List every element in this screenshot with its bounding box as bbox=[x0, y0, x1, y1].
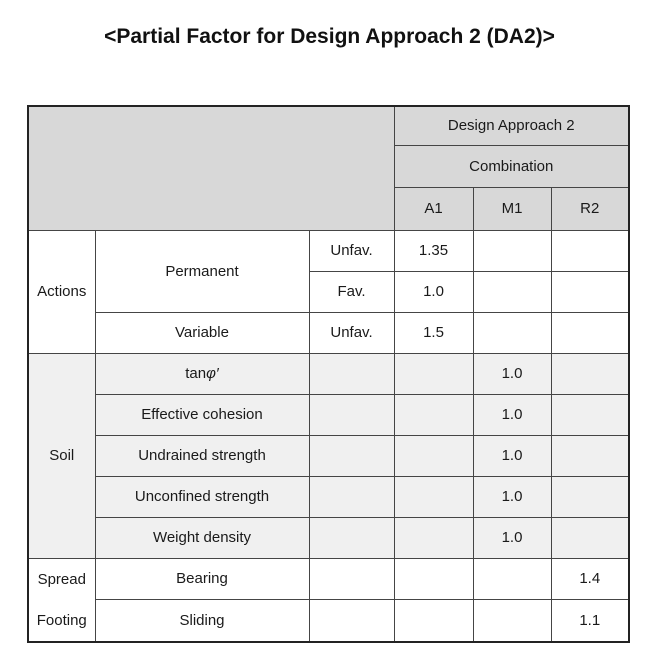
value-cell-m1: 1.0 bbox=[473, 517, 551, 558]
value-cell-a1 bbox=[394, 517, 473, 558]
row-label-permanent: Permanent bbox=[95, 230, 309, 312]
header-corner-cell bbox=[28, 106, 394, 230]
condition-cell bbox=[309, 435, 394, 476]
page-title: <Partial Factor for Design Approach 2 (DA2)> bbox=[104, 25, 555, 48]
value-cell-m1: 1.0 bbox=[473, 394, 551, 435]
value-cell-a1: 1.5 bbox=[394, 312, 473, 353]
table-row-effective-cohesion bbox=[28, 394, 629, 435]
table-row-unconfined-strength bbox=[28, 476, 629, 517]
row-label-sliding: Sliding bbox=[95, 600, 309, 642]
value-cell-a1: 1.35 bbox=[394, 230, 473, 271]
header-design-approach: Design Approach 2 bbox=[394, 106, 629, 145]
table-row-tan-phi bbox=[28, 353, 629, 394]
condition-cell bbox=[309, 476, 394, 517]
condition-cell bbox=[309, 394, 394, 435]
value-cell-m1: 1.0 bbox=[473, 353, 551, 394]
value-cell-m1 bbox=[473, 600, 551, 642]
value-cell-a1 bbox=[394, 394, 473, 435]
value-cell-r2 bbox=[551, 271, 629, 312]
value-cell-r2: 1.1 bbox=[551, 600, 629, 642]
condition-cell bbox=[309, 517, 394, 558]
value-cell-r2 bbox=[551, 476, 629, 517]
table-row-bearing bbox=[28, 558, 629, 600]
value-cell-m1 bbox=[473, 558, 551, 600]
value-cell-m1 bbox=[473, 271, 551, 312]
value-cell-r2: 1.4 bbox=[551, 558, 629, 600]
value-cell-a1: 1.0 bbox=[394, 271, 473, 312]
value-cell-a1 bbox=[394, 476, 473, 517]
document-page bbox=[0, 24, 659, 662]
group-cell-soil: Soil bbox=[28, 353, 95, 558]
column-header-a1: A1 bbox=[394, 187, 473, 230]
value-cell-m1 bbox=[473, 312, 551, 353]
column-header-m1: M1 bbox=[473, 187, 551, 230]
table-row-sliding bbox=[28, 600, 629, 642]
row-label-variable: Variable bbox=[95, 312, 309, 353]
value-cell-a1 bbox=[394, 600, 473, 642]
condition-cell: Fav. bbox=[309, 271, 394, 312]
table-row-permanent-unfav bbox=[28, 230, 629, 271]
row-label-bearing: Bearing bbox=[95, 558, 309, 600]
phi-prime-symbol: φ′ bbox=[206, 365, 219, 382]
value-cell-m1: 1.0 bbox=[473, 476, 551, 517]
tan-prefix: tan bbox=[185, 365, 207, 382]
value-cell-r2 bbox=[551, 312, 629, 353]
header-combination: Combination bbox=[394, 145, 629, 187]
value-cell-m1: 1.0 bbox=[473, 435, 551, 476]
condition-cell: Unfav. bbox=[309, 230, 394, 271]
group-cell-spread-footing: Spread Footing bbox=[28, 558, 95, 642]
value-cell-a1 bbox=[394, 435, 473, 476]
value-cell-a1 bbox=[394, 353, 473, 394]
value-cell-m1 bbox=[473, 230, 551, 271]
table-row-weight-density bbox=[28, 517, 629, 558]
row-label-tan-phi bbox=[95, 353, 309, 394]
value-cell-a1 bbox=[394, 558, 473, 600]
row-label-weight-density: Weight density bbox=[95, 517, 309, 558]
row-label-effective-cohesion: Effective cohesion bbox=[95, 394, 309, 435]
row-label-undrained-strength: Undrained strength bbox=[95, 435, 309, 476]
condition-cell bbox=[309, 558, 394, 600]
group-cell-actions: Actions bbox=[28, 230, 95, 353]
table-row-variable-unfav bbox=[28, 312, 629, 353]
condition-cell bbox=[309, 600, 394, 642]
condition-cell: Unfav. bbox=[309, 312, 394, 353]
value-cell-r2 bbox=[551, 353, 629, 394]
row-label-unconfined-strength: Unconfined strength bbox=[95, 476, 309, 517]
value-cell-r2 bbox=[551, 517, 629, 558]
column-header-r2: R2 bbox=[551, 187, 629, 230]
table-row-undrained-strength bbox=[28, 435, 629, 476]
value-cell-r2 bbox=[551, 394, 629, 435]
partial-factor-table bbox=[27, 105, 630, 643]
header-row-design-approach bbox=[28, 106, 629, 145]
value-cell-r2 bbox=[551, 435, 629, 476]
value-cell-r2 bbox=[551, 230, 629, 271]
condition-cell bbox=[309, 353, 394, 394]
